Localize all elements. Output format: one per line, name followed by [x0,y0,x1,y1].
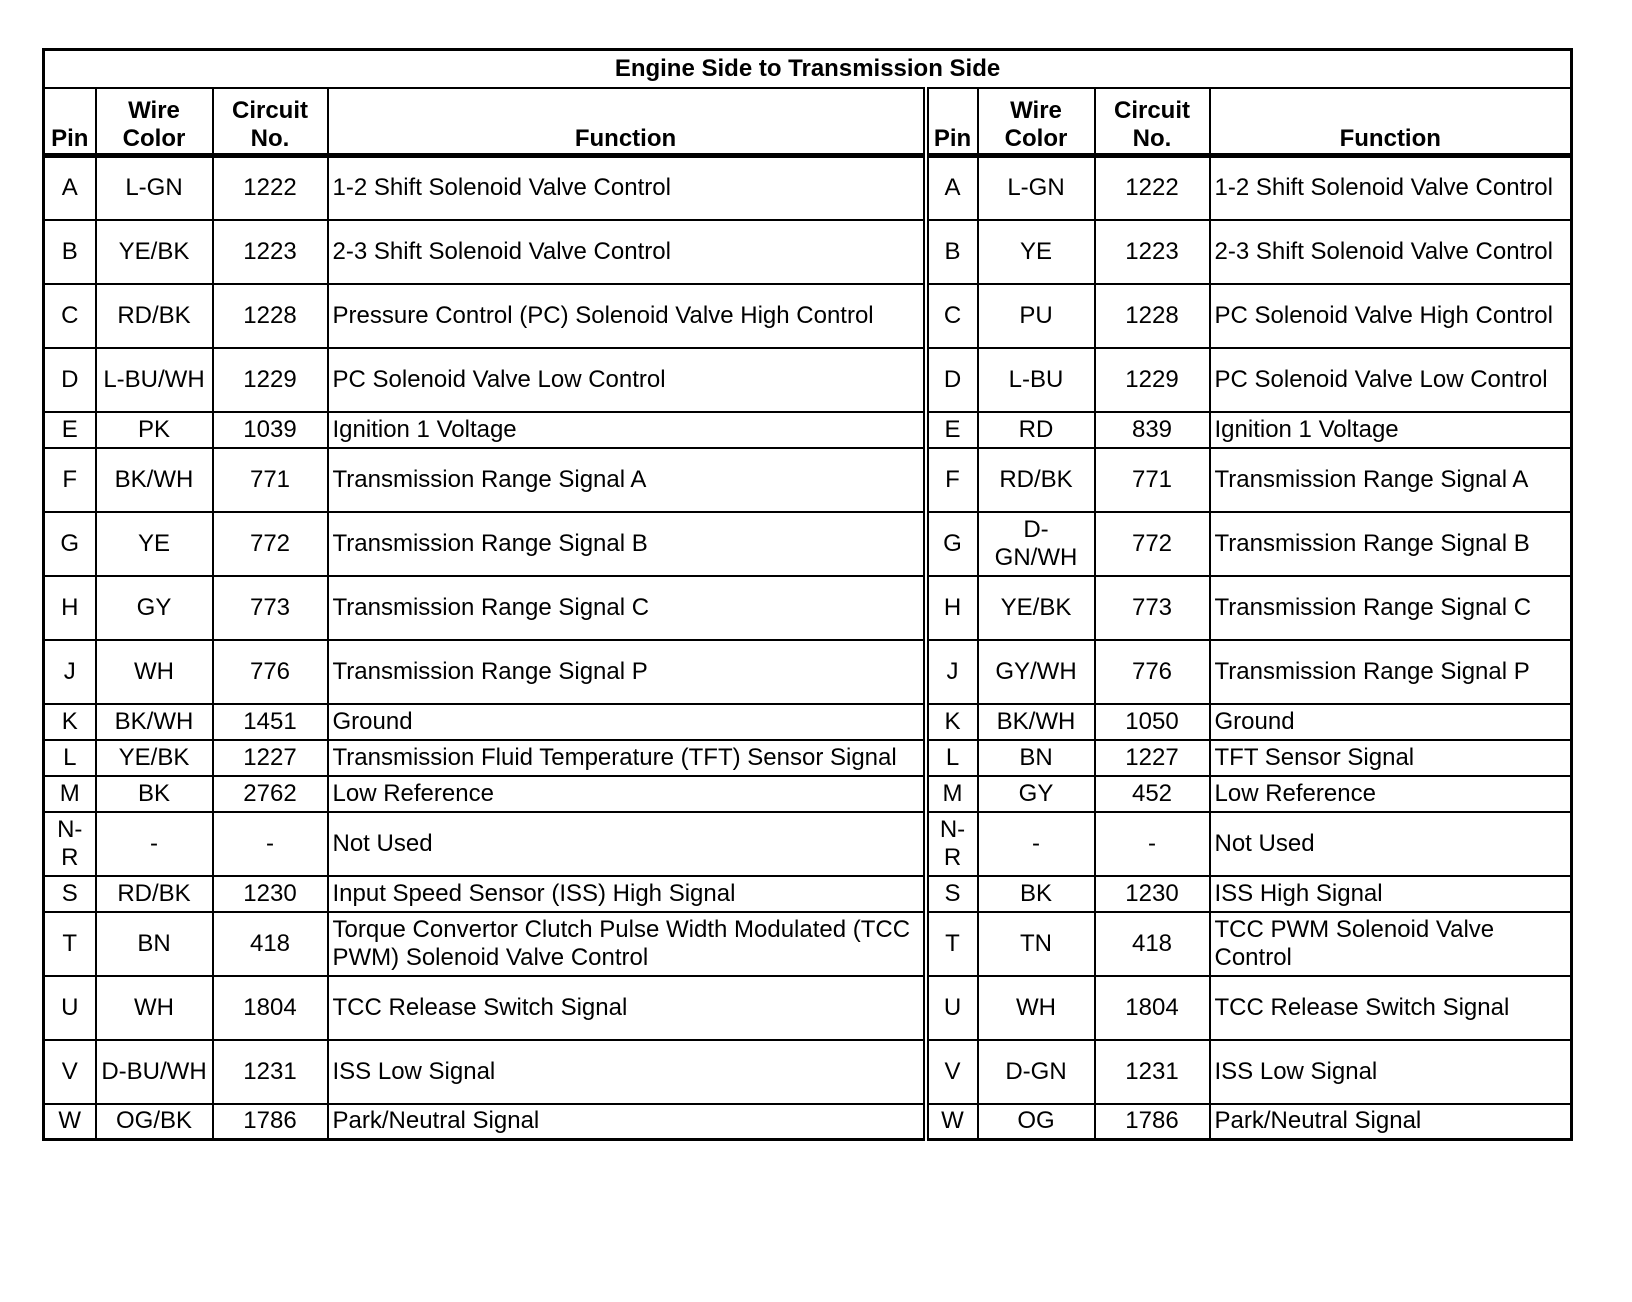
engine-pin-header: Pin [44,88,96,156]
engine-pin-cell: T [44,912,96,976]
table-row [44,812,1572,876]
trans-wire-color-cell: RD/BK [978,448,1095,512]
trans-pin-cell: L [926,740,978,776]
table-row [44,220,1572,284]
table-row [44,640,1572,704]
engine-function-cell: 2-3 Shift Solenoid Valve Control [328,220,926,284]
trans-pin-cell: K [926,704,978,740]
trans-function-cell: Transmission Range Signal B [1210,512,1572,576]
engine-wire-color-cell: YE/BK [96,220,213,284]
trans-function-cell: Transmission Range Signal C [1210,576,1572,640]
trans-circuit-no-cell: 452 [1095,776,1210,812]
trans-wire-color-cell: TN [978,912,1095,976]
engine-circuit-no-cell: - [213,812,328,876]
trans-wire-color-cell: YE/BK [978,576,1095,640]
table-row [44,576,1572,640]
trans-circuit-no-cell: 839 [1095,412,1210,448]
trans-function-cell: 2-3 Shift Solenoid Valve Control [1210,220,1572,284]
engine-pin-cell: S [44,876,96,912]
trans-pin-cell: A [926,156,978,220]
engine-function-cell: Input Speed Sensor (ISS) High Signal [328,876,926,912]
engine-function-cell: PC Solenoid Valve Low Control [328,348,926,412]
table-row [44,1040,1572,1104]
engine-wire-color-cell: RD/BK [96,876,213,912]
engine-pin-cell: U [44,976,96,1040]
trans-circuit-no-cell: 772 [1095,512,1210,576]
engine-wire-color-cell: - [96,812,213,876]
trans-circuit-no-cell: 1227 [1095,740,1210,776]
engine-function-cell: Transmission Range Signal B [328,512,926,576]
trans-function-cell: TCC Release Switch Signal [1210,976,1572,1040]
engine-pin-cell: C [44,284,96,348]
engine-pin-cell: V [44,1040,96,1104]
table-row [44,976,1572,1040]
trans-wire-color-cell: D-GN/WH [978,512,1095,576]
table-body [44,156,1572,1140]
engine-wire-color-cell: RD/BK [96,284,213,348]
trans-circuit-no-cell: 773 [1095,576,1210,640]
engine-wire-color-cell: YE/BK [96,740,213,776]
engine-function-cell: Transmission Fluid Temperature (TFT) Sensor Signal [328,740,926,776]
trans-circuit-no-cell: 1228 [1095,284,1210,348]
table-row [44,284,1572,348]
trans-circuit-no-cell: 776 [1095,640,1210,704]
trans-pin-cell: F [926,448,978,512]
trans-wire-color-cell: BK/WH [978,704,1095,740]
trans-pin-cell: W [926,1104,978,1140]
engine-wire-color-cell: D-BU/WH [96,1040,213,1104]
engine-circuit-no-cell: 1039 [213,412,328,448]
engine-wire-color-cell: WH [96,640,213,704]
trans-pin-cell: J [926,640,978,704]
trans-wire-color-cell: BK [978,876,1095,912]
engine-function-cell: Pressure Control (PC) Solenoid Valve High Control [328,284,926,348]
engine-pin-cell: H [44,576,96,640]
trans-circuit-no-cell: 1786 [1095,1104,1210,1140]
engine-wire-color-cell: OG/BK [96,1104,213,1140]
table-row [44,412,1572,448]
engine-function-cell: Ground [328,704,926,740]
engine-wire-color-cell: BK [96,776,213,812]
engine-pin-cell: L [44,740,96,776]
engine-circuit-no-cell: 773 [213,576,328,640]
trans-function-cell: PC Solenoid Valve High Control [1210,284,1572,348]
trans-pin-cell: E [926,412,978,448]
trans-pin-cell: N-R [926,812,978,876]
engine-circuit-no-cell: 772 [213,512,328,576]
engine-function-header: Function [328,88,926,156]
engine-pin-cell: M [44,776,96,812]
trans-function-cell: Ignition 1 Voltage [1210,412,1572,448]
engine-wire-color-cell: L-BU/WH [96,348,213,412]
engine-function-cell: Park/Neutral Signal [328,1104,926,1140]
engine-circuit-no-cell: 1786 [213,1104,328,1140]
engine-pin-cell: E [44,412,96,448]
engine-pin-cell: J [44,640,96,704]
trans-wire-color-cell: GY/WH [978,640,1095,704]
trans-wire-color-cell: YE [978,220,1095,284]
trans-wire-color-cell: L-GN [978,156,1095,220]
trans-pin-cell: U [926,976,978,1040]
trans-wire-color-cell: PU [978,284,1095,348]
trans-pin-header: Pin [926,88,978,156]
trans-circuit-no-cell: 1050 [1095,704,1210,740]
table-row [44,876,1572,912]
trans-circuit-no-cell: 1223 [1095,220,1210,284]
table-row [44,704,1572,740]
trans-circuit-no-cell: 1230 [1095,876,1210,912]
engine-wire-color-header: Wire Color [96,88,213,156]
engine-pin-cell: B [44,220,96,284]
trans-wire-color-cell: L-BU [978,348,1095,412]
trans-pin-cell: H [926,576,978,640]
engine-circuit-no-cell: 1222 [213,156,328,220]
engine-wire-color-cell: L-GN [96,156,213,220]
trans-pin-cell: V [926,1040,978,1104]
engine-circuit-no-cell: 2762 [213,776,328,812]
table-title: Engine Side to Transmission Side [44,50,1572,89]
trans-wire-color-cell: RD [978,412,1095,448]
engine-function-cell: Transmission Range Signal P [328,640,926,704]
engine-pin-cell: W [44,1104,96,1140]
engine-pin-cell: K [44,704,96,740]
trans-pin-cell: B [926,220,978,284]
engine-circuit-no-header: Circuit No. [213,88,328,156]
table-row [44,156,1572,220]
engine-circuit-no-cell: 1231 [213,1040,328,1104]
table-row [44,1104,1572,1140]
trans-function-cell: ISS High Signal [1210,876,1572,912]
table-row [44,740,1572,776]
table-row [44,448,1572,512]
trans-circuit-no-cell: - [1095,812,1210,876]
engine-pin-cell: F [44,448,96,512]
trans-function-cell: ISS Low Signal [1210,1040,1572,1104]
engine-function-cell: ISS Low Signal [328,1040,926,1104]
engine-function-cell: Transmission Range Signal A [328,448,926,512]
trans-circuit-no-cell: 1222 [1095,156,1210,220]
engine-function-cell: Not Used [328,812,926,876]
engine-wire-color-cell: BK/WH [96,704,213,740]
engine-circuit-no-cell: 1804 [213,976,328,1040]
engine-pin-cell: G [44,512,96,576]
trans-circuit-no-cell: 418 [1095,912,1210,976]
engine-circuit-no-cell: 1230 [213,876,328,912]
engine-function-cell: Ignition 1 Voltage [328,412,926,448]
trans-pin-cell: C [926,284,978,348]
trans-wire-color-header: Wire Color [978,88,1095,156]
trans-pin-cell: M [926,776,978,812]
trans-function-cell: Transmission Range Signal A [1210,448,1572,512]
trans-function-cell: Transmission Range Signal P [1210,640,1572,704]
engine-wire-color-cell: BN [96,912,213,976]
engine-circuit-no-cell: 1451 [213,704,328,740]
trans-circuit-no-header: Circuit No. [1095,88,1210,156]
trans-function-cell: Park/Neutral Signal [1210,1104,1572,1140]
engine-circuit-no-cell: 418 [213,912,328,976]
trans-wire-color-cell: BN [978,740,1095,776]
engine-wire-color-cell: GY [96,576,213,640]
trans-pin-cell: S [926,876,978,912]
trans-pin-cell: D [926,348,978,412]
engine-pin-cell: A [44,156,96,220]
trans-wire-color-cell: OG [978,1104,1095,1140]
trans-wire-color-cell: D-GN [978,1040,1095,1104]
engine-circuit-no-cell: 1228 [213,284,328,348]
trans-wire-color-cell: WH [978,976,1095,1040]
trans-circuit-no-cell: 1231 [1095,1040,1210,1104]
engine-circuit-no-cell: 1227 [213,740,328,776]
trans-function-cell: TCC PWM Solenoid Valve Control [1210,912,1572,976]
engine-wire-color-cell: PK [96,412,213,448]
engine-wire-color-cell: BK/WH [96,448,213,512]
trans-function-cell: Not Used [1210,812,1572,876]
trans-function-cell: Ground [1210,704,1572,740]
engine-function-cell: Torque Convertor Clutch Pulse Width Modulated (TCC PWM) Solenoid Valve Control [328,912,926,976]
engine-pin-cell: N-R [44,812,96,876]
engine-wire-color-cell: YE [96,512,213,576]
table-row [44,512,1572,576]
engine-function-cell: 1-2 Shift Solenoid Valve Control [328,156,926,220]
engine-circuit-no-cell: 1229 [213,348,328,412]
trans-function-cell: TFT Sensor Signal [1210,740,1572,776]
engine-function-cell: Transmission Range Signal C [328,576,926,640]
trans-pin-cell: G [926,512,978,576]
trans-circuit-no-cell: 1804 [1095,976,1210,1040]
trans-function-header: Function [1210,88,1572,156]
connector-end-view-table [42,48,1573,1141]
table-row [44,348,1572,412]
engine-pin-cell: D [44,348,96,412]
table-row [44,912,1572,976]
trans-pin-cell: T [926,912,978,976]
engine-function-cell: Low Reference [328,776,926,812]
engine-wire-color-cell: WH [96,976,213,1040]
trans-wire-color-cell: - [978,812,1095,876]
engine-circuit-no-cell: 776 [213,640,328,704]
trans-wire-color-cell: GY [978,776,1095,812]
engine-circuit-no-cell: 771 [213,448,328,512]
engine-circuit-no-cell: 1223 [213,220,328,284]
engine-function-cell: TCC Release Switch Signal [328,976,926,1040]
table-row [44,776,1572,812]
trans-function-cell: Low Reference [1210,776,1572,812]
trans-circuit-no-cell: 1229 [1095,348,1210,412]
trans-function-cell: PC Solenoid Valve Low Control [1210,348,1572,412]
trans-function-cell: 1-2 Shift Solenoid Valve Control [1210,156,1572,220]
trans-circuit-no-cell: 771 [1095,448,1210,512]
